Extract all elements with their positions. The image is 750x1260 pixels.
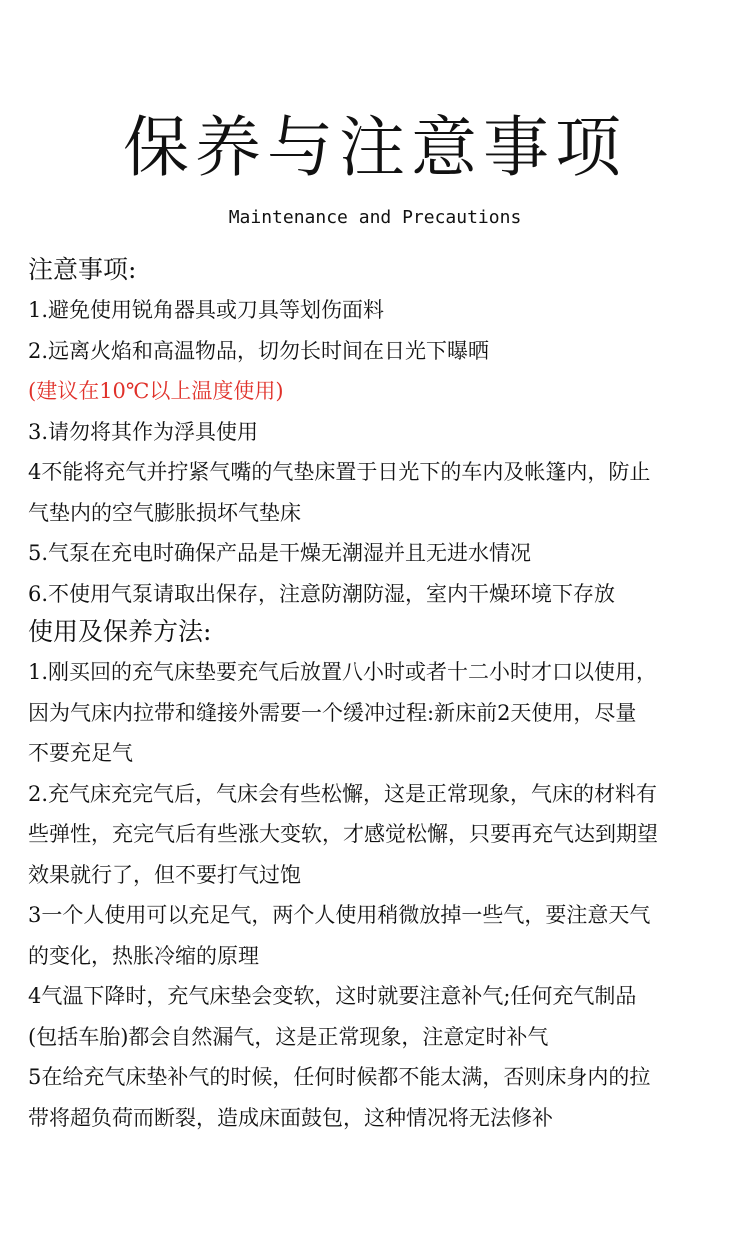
- maintenance-heading: 使用及保养方法:: [28, 617, 212, 646]
- precautions-heading: 注意事项:: [28, 255, 137, 284]
- content: [28, 252, 740, 1138]
- page-title: 保养与注意事项: [123, 109, 627, 186]
- maintenance-line: 1.刚买回的充气床垫要充气后放置八小时或者十二小时才口以使用，: [28, 660, 658, 684]
- maintenance-line: 3一个人使用可以充足气，两个人使用稍微放掉一些气，要注意天气: [28, 903, 651, 927]
- maintenance-line: 些弹性，充完气后有些涨大变软，才感觉松懈，只要再充气达到期望: [28, 822, 658, 846]
- precaution-line: 5.气泵在充电时确保产品是干燥无潮湿并且无进水情况: [28, 541, 532, 565]
- precaution-line: 4不能将充气并拧紧气嘴的气垫床置于日光下的车内及帐篷内，防止: [28, 460, 651, 484]
- maintenance-line: 4气温下降时，充气床垫会变软，这时就要注意补气;任何充气制品: [28, 984, 637, 1008]
- precaution-line: 2.远离火焰和高温物品，切勿长时间在日光下曝晒: [28, 338, 490, 363]
- maintenance-line: 因为气床内拉带和缝接外需要一个缓冲过程:新床前2天使用，尽量: [28, 700, 637, 725]
- page-subtitle: Maintenance and Precautions: [228, 207, 522, 228]
- maintenance-line: (包括车胎)都会自然漏气，这是正常现象，注意定时补气: [28, 1024, 549, 1049]
- maintenance-line: 的变化，热胀冷缩的原理: [28, 943, 259, 968]
- temperature-note: (建议在10℃以上温度使用): [28, 379, 284, 403]
- maintenance-line: 带将超负荷而断裂，造成床面鼓包，这种情况将无法修补: [28, 1105, 553, 1130]
- precaution-line: 气垫内的空气膨胀损坏气垫床: [28, 500, 301, 525]
- maintenance-line: 不要充足气: [28, 741, 133, 765]
- precaution-line: 6.不使用气泵请取出保存，注意防潮防湿，室内干燥环境下存放: [28, 581, 616, 606]
- maintenance-line: 效果就行了，但不要打气过饱: [28, 862, 301, 887]
- precaution-line: 1.避免使用锐角器具或刀具等划伤面料: [28, 298, 385, 322]
- maintenance-line: 5在给充气床垫补气的时候，任何时候都不能太满，否则床身内的拉: [28, 1065, 651, 1089]
- precaution-line: 3.请勿将其作为浮具使用: [28, 419, 259, 444]
- maintenance-line: 2.充气床充完气后，气床会有些松懈，这是正常现象，气床的材料有: [28, 781, 658, 806]
